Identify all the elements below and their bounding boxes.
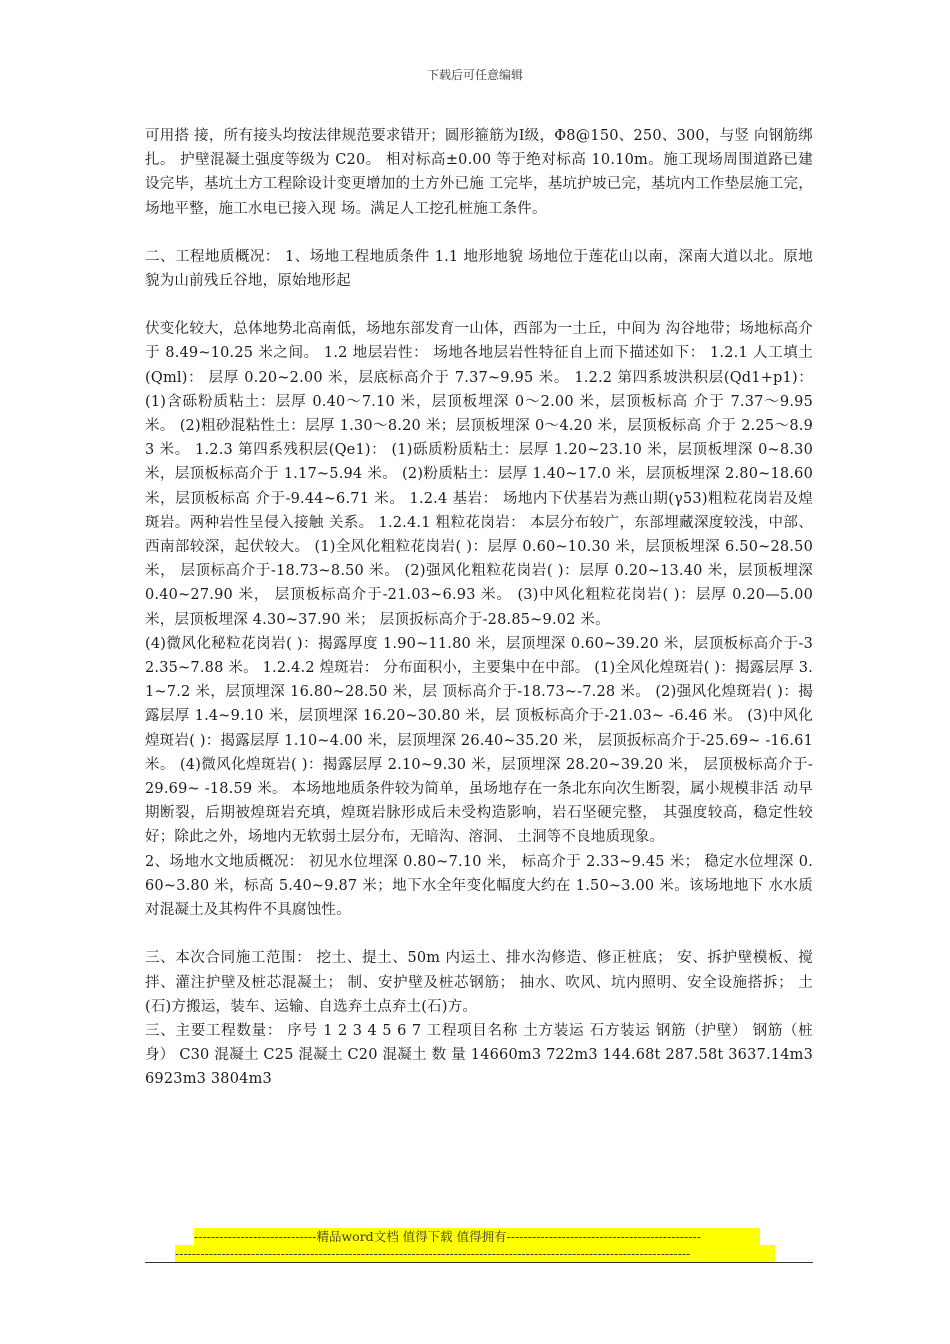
footer-banner-dashes: -------------------------------------------------------------------------------------------------------------------------- xyxy=(175,1245,775,1262)
paragraph-strata: 伏变化较大，总体地势北高南低，场地东部发育一山体，西部为一土丘，中间为 沟谷地带；场地标高介于 8.49~10.25 米之间。 1.2 地层岩性： 场地各地层岩性特征自上而下描述如下： 1.2.1 人工填土(Qml)： 层厚 0.20~2.00 米，层底标高介于 7.37~9.95 米。 1.2.2 第四系坡洪积层(Qd1+p1)： (1)含砾粉质粘土：层厚 0.40～7.10 米，层顶板埋深 0～2.00 米，层顶板标高 介于 7.37～9.95 米。 (2)粗砂混粘性土：层厚 1.30～8.20 米；层顶板埋深 0～4.20 米，层顶板标高 介于 2.25～8.93 米。 1.2.3 第四系残积层(Qe1)： (1)砾质粉质粘土：层厚 1.20~23.10 米，层顶板埋深 0~8.30 米，层顶板标高介于 1.17~5.94 米。 (2)粉质粘土：层厚 1.40~17.0 米，层顶板埋深 2.80~18.60 米，层顶板标高 介于-9.44~6.71 米。 1.2.4 基岩： 场地内下伏基岩为燕山期(γ53)粗粒花岗岩及煌斑岩。两种岩性呈侵入接触 关系。 1.2.4.1 粗粒花岗岩： 本层分布较广，东部埋藏深度较浅，中部、西南部较深，起伏较大。 (1)全风化粗粒花岗岩( )：层厚 0.60~10.30 米，层顶板埋深 6.50~28.50 米， 层顶标高介于-18.73~8.50 米。 (2)强风化粗粒花岗岩( )：层厚 0.20~13.40 米，层顶板埋深 0.40~27.90 米， 层顶板标高介于-21.03~6.93 米。 (3)中风化粗粒花岗岩( )：层厚 0.20—5.00 米，层顶板埋深 4.30~37.90 米； 层顶扳标高介于-28.85~9.02 米。 xyxy=(145,321,818,628)
footer-divider xyxy=(145,1262,813,1263)
paragraph-quantities: 三、主要工程数量： 序号 1 2 3 4 5 6 7 工程项目名称 土方装运 石方装运 钢筋（护壁） 钢筋（桩身） C30 混凝土 C25 混凝土 C20 混凝土 数 量 14660m3 722m3 144.68t 287.58t 3637.14m3 6923m3 3804m3 xyxy=(145,1022,818,1088)
paragraph-geology-intro: 二、工程地质概况： 1、场地工程地质条件 1.1 地形地貌 场地位于莲花山以南，深南大道以北。原地貌为山前残丘谷地，原始地形起 xyxy=(145,248,813,290)
page-header: 下载后可任意编辑 xyxy=(426,68,523,82)
paragraph-hydrogeology: 2、场地水文地质概况： 初见水位埋深 0.80~7.10 米， 标高介于 2.33~9.45 米； 稳定水位埋深 0.60~3.80 米，标高 5.40~9.87 米；地下水全年变化幅度大约在 1.50~3.00 米。该场地地下 水水质对混凝土及其构件不具腐蚀性。 xyxy=(145,853,813,919)
footer-banner-line: -----------------------------精品word文档 值得下载 值得拥有---------------------------------------------- xyxy=(194,1228,760,1245)
footer-banner xyxy=(0,1228,950,1262)
paragraph-construction-conditions: 可用搭 接，所有接头均按法律规范要求错开；圆形箍筋为Ⅰ级，Φ8@150、250、300，与竖 向钢筋绑扎。 护壁混凝土强度等级为 C20。 相对标高±0.00 等于绝对标高 10.10m。施工现场周围道路已建设完毕，基坑土方工程除设计变更增加的土方外已施 工完毕，基坑护坡已完，基坑内工作垫层施工完，场地平整，施工水电已接入现 场。满足人工挖孔桩施工条件。 xyxy=(145,128,813,217)
document-body xyxy=(145,124,818,1092)
paragraph-lamprophyre: (4)微风化秘粒花岗岩( )：揭露厚度 1.90~11.80 米，层顶埋深 0.60~39.20 米，层顶板标高介于-32.35~7.88 米。 1.2.4.2 煌斑岩： 分布面积小，主要集中在中部。 (1)全风化煌斑岩( )：揭露层厚 3.1~7.2 米，层顶埋深 16.80~28.50 米，层 顶标高介于-18.73~-7.28 米。 (2)强风化煌斑岩( )：揭露层厚 1.4~9.10 米，层顶埋深 16.20~30.80 米，层 顶板标高介于-21.03~ -6.46 米。 (3)中风化煌斑岩( )：揭露层厚 1.10~4.00 米，层顶埋深 26.40~35.20 米， 层顶扳标高介于-25.69~ -16.61 米。 (4)微风化煌斑岩( )：揭露层厚 2.10~9.30 米，层顶埋深 28.20~39.20 米， 层顶极标高介于-29.69~ -18.59 米。 本场地地质条件较为简单，虽场地存在一条北东向次生断裂，属小规模非活 动早期断裂，后期被煌斑岩充填，煌斑岩脉形成后未受构造影响，岩石坚硬完整， 其强度较高，稳定性较好；除此之外，场地内无软弱土层分布，无暗沟、溶洞、 土洞等不良地质现象。 xyxy=(145,635,818,846)
paragraph-contract-scope: 三、本次合同施工范围： 挖土、提土、50m 内运土、排水沟修造、修正桩底； 安、拆护壁模板、搅拌、灌注护壁及桩芯混凝土； 制、安护壁及桩芯钢筋； 抽水、吹风、坑内照明、安全设施搭拆； 土(石)方搬运，装车、运输、自选弃土点弃土(石)方。 xyxy=(145,950,813,1015)
